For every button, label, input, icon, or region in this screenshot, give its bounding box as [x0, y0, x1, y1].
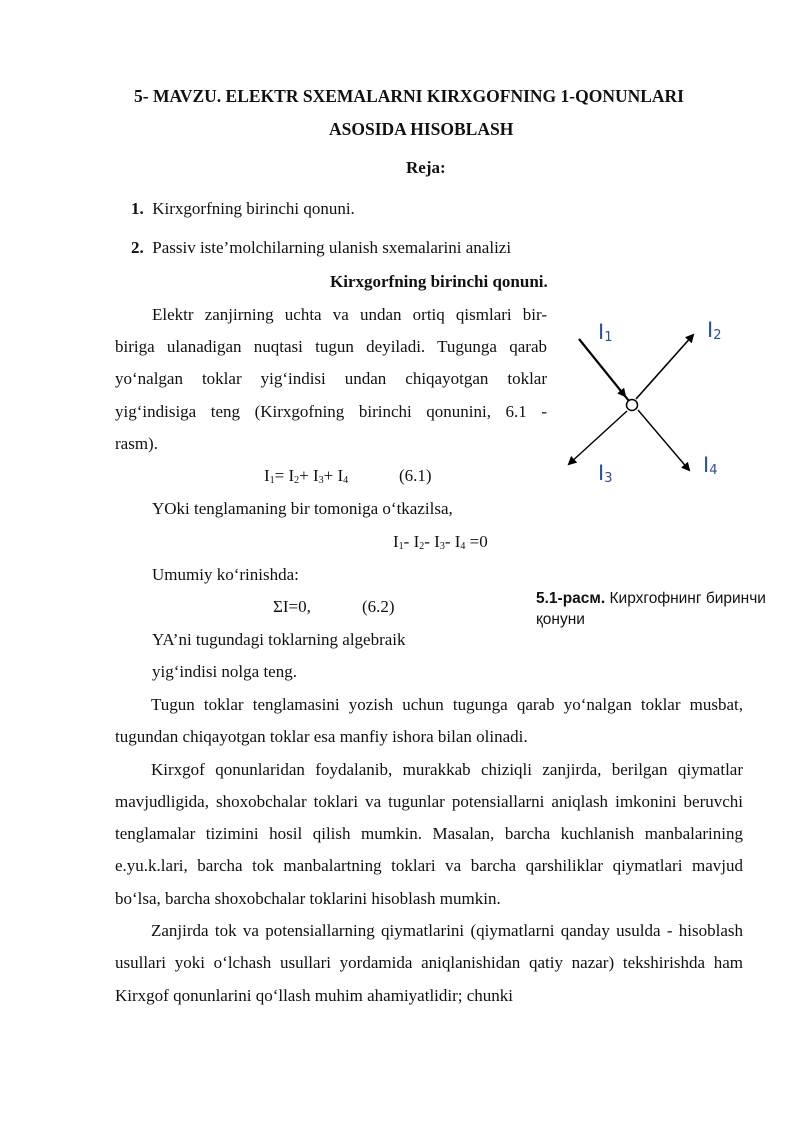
current-i3-arrow: [569, 411, 627, 464]
formula-6-2: ΣI=0,: [273, 597, 311, 616]
plan-item-1: [131, 199, 355, 219]
current-i1-arrow: [579, 339, 625, 396]
current-i4-arrow: [638, 410, 689, 470]
paragraph: Tugun toklar tenglamasini yozish uchun tugunga qarab yo‘nalgan toklar musbat, tugundan chiqayotgan toklar esa manfiy ishora bilan olinadi.: [115, 695, 743, 747]
label-i3: $I_3$: [598, 461, 613, 486]
intro-line-1: Elektr zanjirning uchta va undan ortiq qismlari bir-: [152, 305, 547, 324]
formula-6-1: $I_1= I_2+ I_3+ I_4$: [264, 466, 349, 486]
intro-line-3: yo‘nalgan toklar yig‘indisi undan chiqayotgan toklar: [115, 369, 547, 388]
figure-caption: [536, 588, 766, 630]
plan-item-2: [131, 238, 511, 258]
formula-number-6-2: (6.2): [362, 597, 395, 616]
node-circle: [627, 400, 638, 411]
label-i2: $I_2$: [707, 318, 722, 343]
text-yoki: YOki tenglamaning bir tomoniga o‘tkazilsa,: [152, 499, 453, 518]
plan-item-number: 1.: [131, 199, 144, 218]
plan-item-text: Passiv iste’molchilarning ulanish sxemalarini analizi: [152, 238, 512, 257]
intro-line-2: biriga ulanadigan nuqtasi tugun deyiladi. Tugunga qarab: [115, 337, 547, 356]
paragraph: Zanjirda tok va potensiallarning qiymatlarini (qiymatlarni qanday usulda - hisoblash usullari yoki o‘lchash usullari yordamida aniqlanishidan qatiy nazar) tekshirishda ham Kirxgof qonunlarini qo‘llash muhim ahamiyatlidir; chunki: [115, 921, 743, 1005]
plan-title: Reja:: [406, 158, 446, 177]
page-title-line2: ASOSIDA HISOBLASH: [329, 119, 514, 139]
text-ya: YA’ni tugundagi toklarning algebraik: [152, 630, 406, 649]
plan-item-text: Kirxgorfning birinchi qonuni.: [152, 199, 355, 218]
text-yig: yig‘indisi nolga teng.: [152, 662, 297, 681]
body-text: [115, 689, 743, 1012]
intro-line-5: rasm).: [115, 434, 158, 453]
paragraph: Kirxgof qonunlaridan foydalanib, murakkab chiziqli zanjirda, berilgan qiymatlar mavjudligida, shoxobchalar toklari va tugunlar potensiallarni aniqlash imkonini beruvchi tenglamalar tizimini hosil qilish mumkin. Masalan, barcha kuchlanish manbalarining e.yu.k.lari, barcha tok manbalartning toklari va barcha qarshiliklar qiymatlari mavjud bo‘lsa, barcha shoxobchalar toklarini hisoblash mumkin.: [115, 759, 743, 908]
section-title: Kirxgorfning birinchi qonuni.: [330, 272, 548, 291]
text-umumiy: Umumiy ko‘rinishda:: [152, 565, 299, 584]
current-i2-arrow: [636, 335, 693, 399]
caption-number: 5.1-расм.: [536, 590, 606, 607]
label-i1: $I_1$: [598, 320, 613, 345]
plan-item-number: 2.: [131, 238, 144, 257]
page-title-line1: 5- MAVZU. ELEKTR SXEMALARNI KIRXGOFNING 1-QONUNLARI: [134, 86, 684, 106]
formula-sum-zero-expanded: $I_1-$ $I_2-$ $I_3-$ $I_4 =0$: [393, 532, 488, 552]
caption-text: Кирхгофнинг биринчи қонуни: [536, 590, 766, 628]
intro-line-4: yig‘indisiga teng (Kirxgofning birinchi qonunini, 6.1 -: [115, 402, 547, 421]
formula-number-6-1: (6.1): [399, 466, 432, 485]
label-i4: $I_4$: [703, 453, 718, 478]
